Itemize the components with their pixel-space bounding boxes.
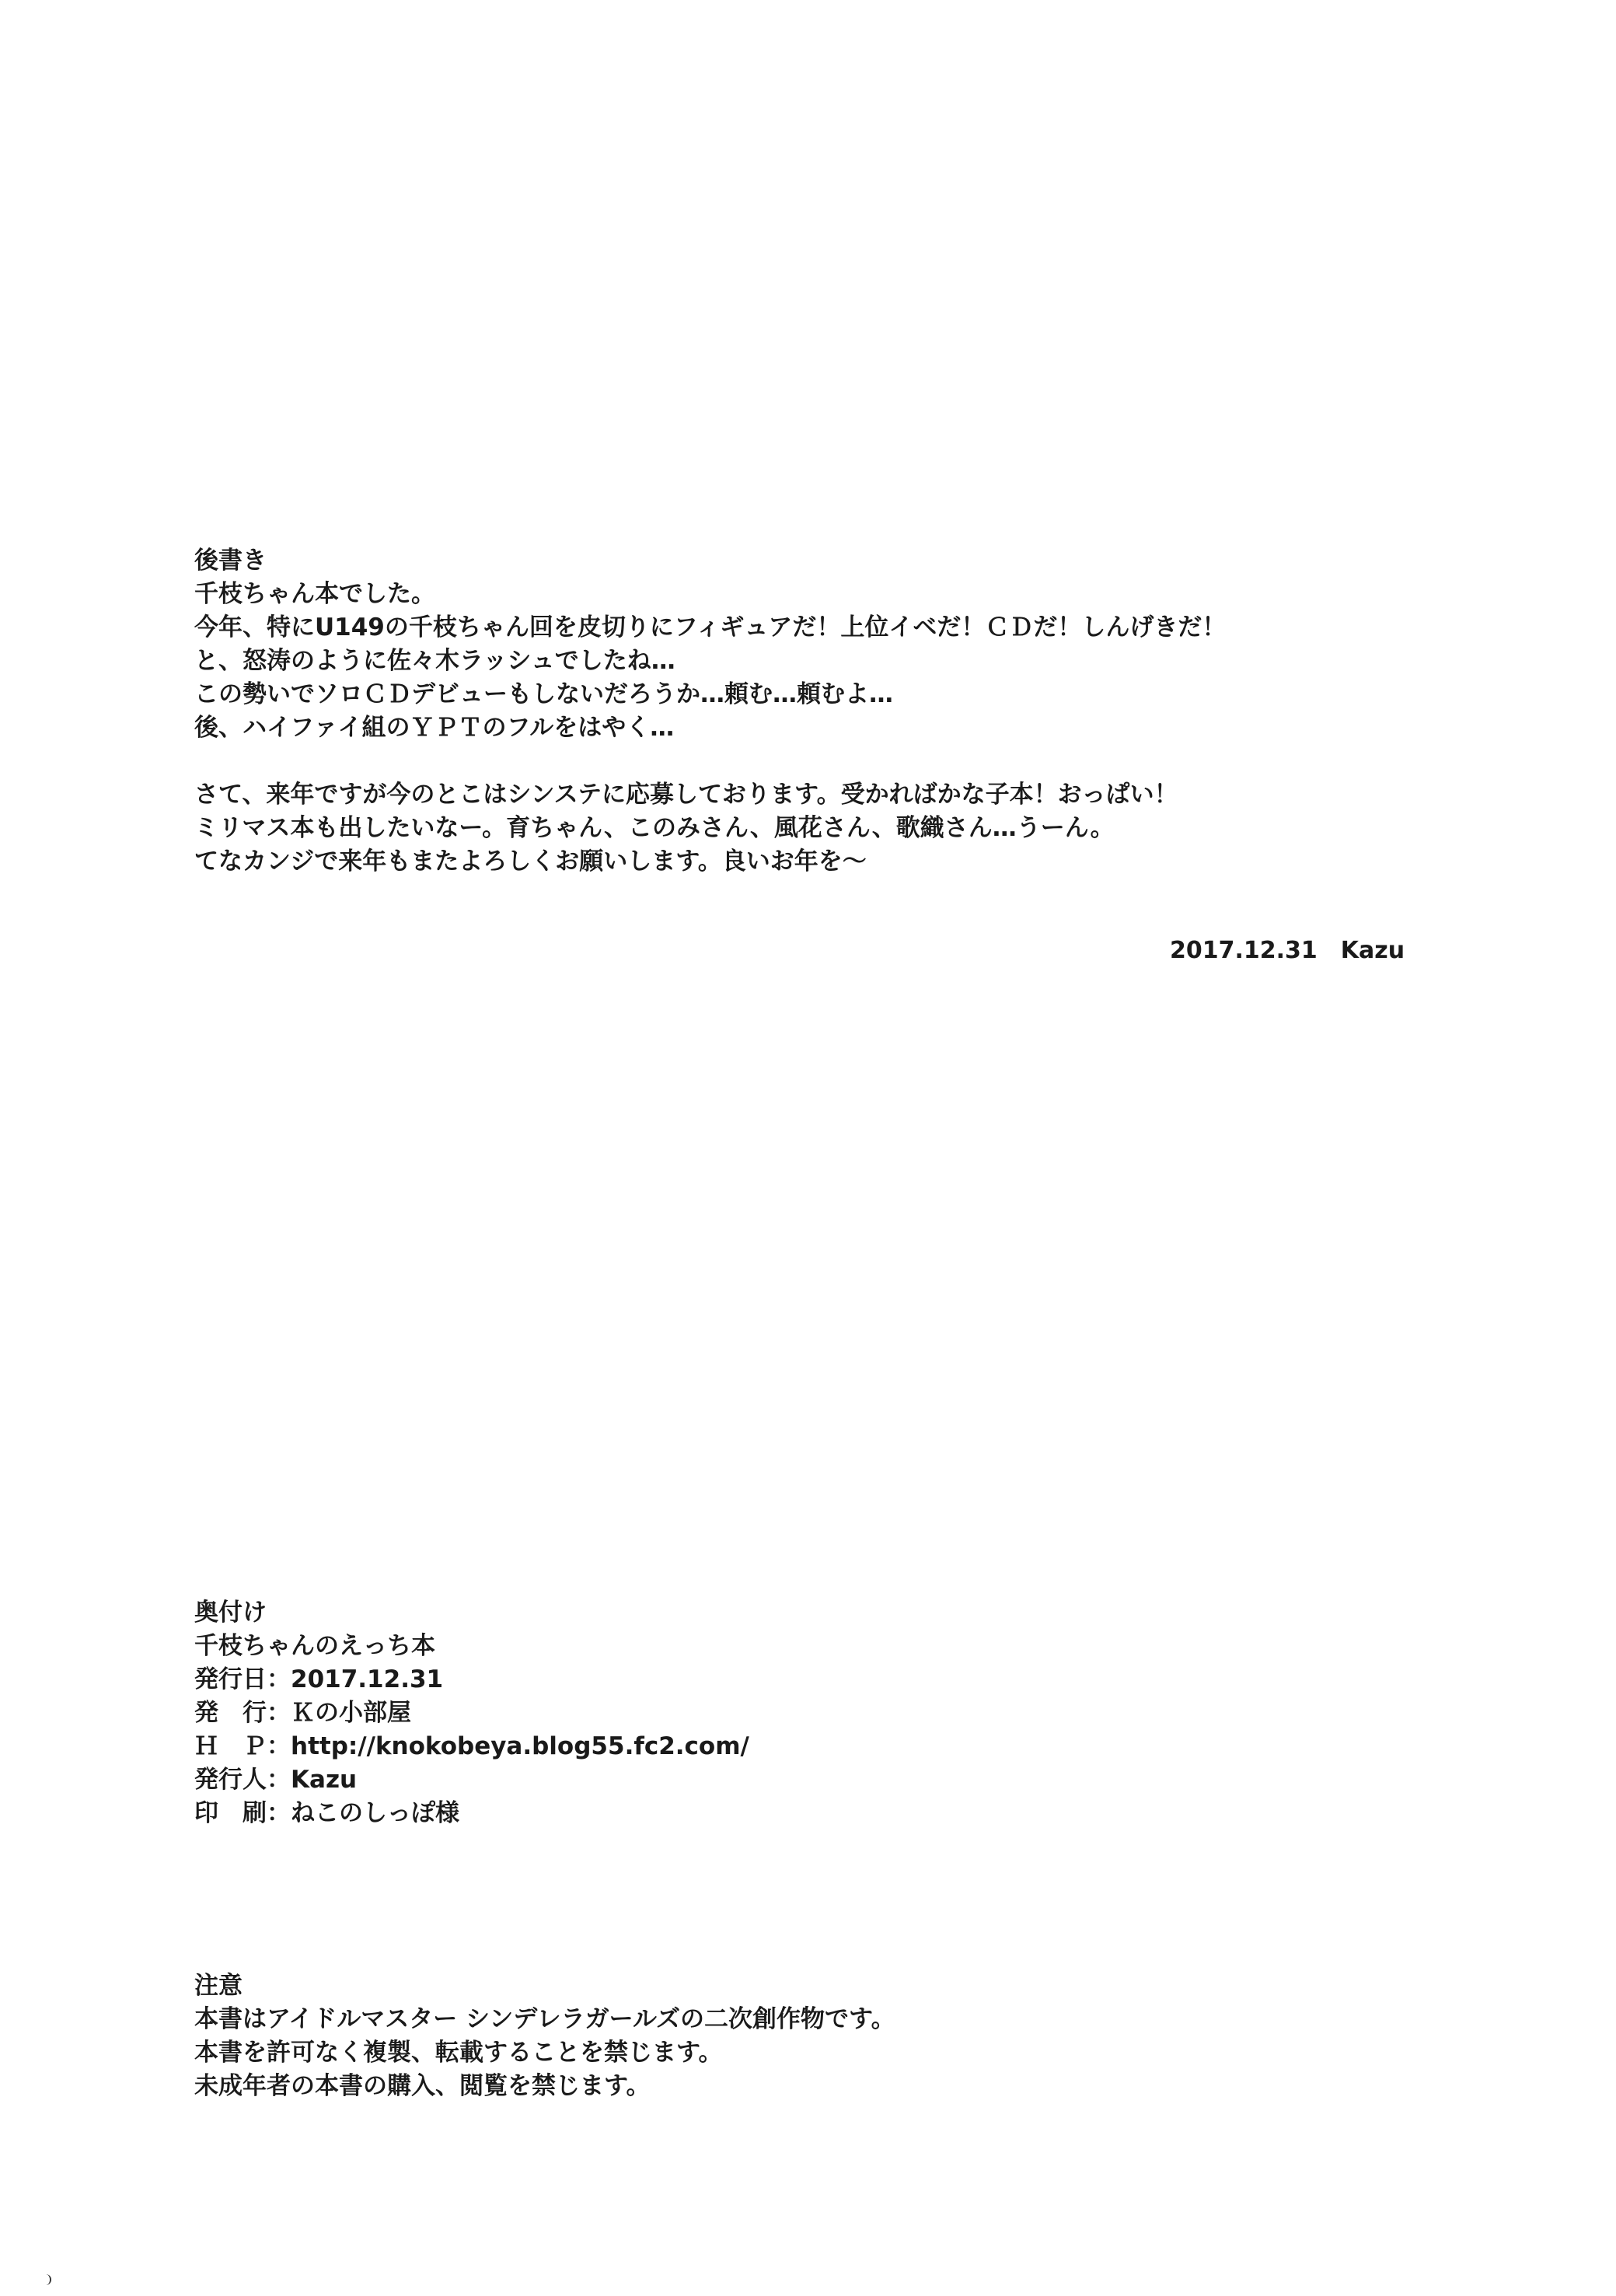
colophon-row-homepage: Ｈ Ｐ：http://knokobeya.blog55.fc2.com/: [194, 1732, 749, 1760]
afterword-signature: 2017.12.31 Kazu: [1170, 937, 1405, 964]
notice-heading: 注意: [194, 1972, 243, 2000]
scan-edge-mark: [45, 2274, 51, 2285]
notice-line: 本書はアイドルマスター シンデレラガールズの二次創作物です。: [194, 2005, 895, 2033]
colophon-row-date: 発行日：2017.12.31: [194, 1665, 444, 1693]
notice-line: 未成年者の本書の購入、閲覧を禁じます。: [194, 2072, 651, 2100]
notice-line: 本書を許可なく複製、転載することを禁じます。: [194, 2039, 723, 2067]
afterword-line: 千枝ちゃん本でした。: [194, 580, 435, 608]
afterword-line: 後、ハイファイ組のＹＰＴのフルをはやく…: [194, 714, 675, 742]
afterword-heading: 後書き: [194, 547, 267, 575]
afterword-line: と、怒涛のように佐々木ラッシュでしたね…: [194, 647, 675, 675]
afterword-line: てなカンジで来年もまたよろしくお願いします。良いお年を～: [194, 847, 867, 875]
colophon-section: [194, 1596, 749, 1830]
afterword-line: この勢いでソロＣＤデビューもしないだろうか…頼む…頼むよ…: [194, 680, 893, 708]
colophon-row-publisher: 発 行：Ｋの小部屋: [194, 1699, 411, 1727]
afterword-line: 今年、特にU149の千枝ちゃん回を皮切りにフィギュアだ！上位イベだ！ＣＤだ！しんげきだ！: [194, 613, 1227, 641]
book-title: 千枝ちゃんのえっち本: [194, 1632, 435, 1660]
colophon-row-printer: 印 刷：ねこのしっぽ様: [194, 1799, 459, 1827]
notice-section: [194, 1969, 895, 2103]
afterword-line: さて、来年ですが今のとこはシンステに応募しております。受かればかな子本！おっぱい！: [194, 781, 1178, 809]
colophon-heading: 奥付け: [194, 1599, 267, 1627]
afterword-section: [194, 544, 1226, 879]
colophon-row-author: 発行人：Kazu: [194, 1766, 358, 1794]
afterword-line: ミリマス本も出したいなー。育ちゃん、このみさん、風花さん、歌織さん…うーん。: [194, 814, 1115, 842]
paragraph-gap: [194, 745, 1226, 778]
